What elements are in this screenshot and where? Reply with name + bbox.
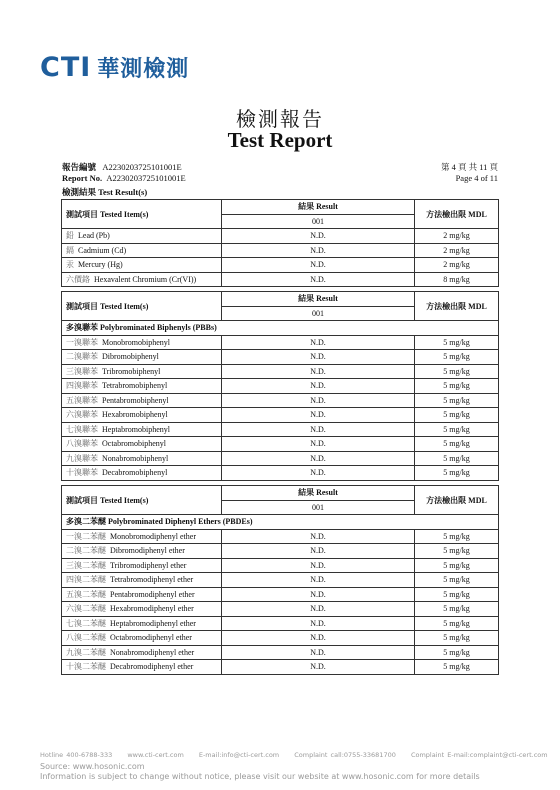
item-name-en: Pentabromodiphenyl ether <box>110 589 195 599</box>
mdl-cell: 8 mg/kg <box>415 272 499 287</box>
item-cell <box>62 558 222 573</box>
results-label: 檢測結果 Test Result(s) <box>62 187 148 197</box>
result-cell: N.D. <box>222 660 415 675</box>
item-name-en: Pentabromobiphenyl <box>102 395 169 405</box>
result-cell: N.D. <box>222 645 415 660</box>
item-cell <box>62 645 222 660</box>
result-cell: N.D. <box>222 466 415 481</box>
mdl-cell: 5 mg/kg <box>415 393 499 408</box>
header-mdl: 方法檢出限 MDL <box>415 200 499 229</box>
header-result-no: 001 <box>222 214 415 229</box>
item-name-en: Tribromodiphenyl ether <box>110 560 187 570</box>
item-name-en: Decabromobiphenyl <box>102 468 168 478</box>
result-cell: N.D. <box>222 422 415 437</box>
header-result: 結果 Result <box>222 292 415 307</box>
item-cell <box>62 451 222 466</box>
header-result: 結果 Result <box>222 200 415 215</box>
header-mdl: 方法檢出限 MDL <box>415 486 499 515</box>
item-name-en: Heptabromobiphenyl <box>102 424 170 434</box>
item-cell <box>62 602 222 617</box>
item-name-en: Octabromobiphenyl <box>102 439 166 449</box>
mdl-cell: 5 mg/kg <box>415 379 499 394</box>
result-cell: N.D. <box>222 587 415 602</box>
table-row <box>62 437 499 452</box>
item-name-cn: 汞 <box>66 260 74 270</box>
result-cell: N.D. <box>222 229 415 244</box>
item-cell <box>62 660 222 675</box>
result-cell: N.D. <box>222 272 415 287</box>
item-name-en: Dibromobiphenyl <box>102 352 159 362</box>
mdl-cell: 5 mg/kg <box>415 602 499 617</box>
item-cell <box>62 573 222 588</box>
mdl-cell: 5 mg/kg <box>415 335 499 350</box>
table-row <box>62 258 499 273</box>
item-cell <box>62 364 222 379</box>
item-name-cn: 三溴聯苯 <box>66 366 98 376</box>
mdl-cell: 5 mg/kg <box>415 466 499 481</box>
item-name-cn: 七溴聯苯 <box>66 424 98 434</box>
item-cell <box>62 393 222 408</box>
header-item: 測試項目 Tested Item(s) <box>62 292 222 321</box>
pbde-group-label: 多溴二苯醚 Polybrominated Diphenyl Ethers (PBDEs) <box>62 515 499 530</box>
item-name-en: Monobromobiphenyl <box>102 337 170 347</box>
item-cell <box>62 272 222 287</box>
item-cell <box>62 544 222 559</box>
table-row <box>62 393 499 408</box>
cti-logo <box>40 52 189 83</box>
header-item: 測試項目 Tested Item(s) <box>62 200 222 229</box>
table-row <box>62 645 499 660</box>
item-name-cn: 八溴二苯醚 <box>66 633 106 643</box>
result-cell: N.D. <box>222 602 415 617</box>
result-cell: N.D. <box>222 573 415 588</box>
table-row <box>62 350 499 365</box>
table-row <box>62 660 499 675</box>
mdl-cell: 5 mg/kg <box>415 587 499 602</box>
item-name-cn: 十溴聯苯 <box>66 468 98 478</box>
result-cell: N.D. <box>222 258 415 273</box>
mdl-cell: 5 mg/kg <box>415 364 499 379</box>
table-row <box>62 616 499 631</box>
item-name-en: Dibromodiphenyl ether <box>110 546 185 556</box>
table-row <box>62 243 499 258</box>
page-number-cn: 第 4 頁 共 11 頁 <box>440 162 498 172</box>
table-row <box>62 602 499 617</box>
item-name-en: Monobromodiphenyl ether <box>110 531 196 541</box>
item-name-en: Hexabromobiphenyl <box>102 410 168 420</box>
item-cell <box>62 350 222 365</box>
metals-rows <box>62 229 499 287</box>
table-row <box>62 529 499 544</box>
table-row <box>62 272 499 287</box>
item-name-en: Tetrabromobiphenyl <box>102 381 168 391</box>
table-row <box>62 379 499 394</box>
item-name-cn: 鉛 <box>66 231 74 241</box>
footer-contacts <box>40 751 560 759</box>
mdl-cell: 5 mg/kg <box>415 544 499 559</box>
table-row <box>62 558 499 573</box>
item-name-cn: 五溴聯苯 <box>66 395 98 405</box>
item-name-en: Tribromobiphenyl <box>102 366 161 376</box>
mdl-cell: 2 mg/kg <box>415 229 499 244</box>
item-cell <box>62 587 222 602</box>
page-number-en: Page 4 of 11 <box>455 173 498 183</box>
result-cell: N.D. <box>222 558 415 573</box>
mdl-cell: 5 mg/kg <box>415 350 499 365</box>
item-name-en: Nonabromobiphenyl <box>102 453 169 463</box>
mdl-cell: 5 mg/kg <box>415 408 499 423</box>
item-name-en: Hexabromodiphenyl ether <box>110 604 194 614</box>
table-row <box>62 451 499 466</box>
item-cell <box>62 258 222 273</box>
logo-brand: CTI <box>40 52 92 83</box>
header-mdl: 方法檢出限 MDL <box>415 292 499 321</box>
table-row <box>62 364 499 379</box>
result-cell: N.D. <box>222 616 415 631</box>
mdl-cell: 2 mg/kg <box>415 258 499 273</box>
mdl-cell: 5 mg/kg <box>415 529 499 544</box>
pbde-table <box>61 485 499 675</box>
mdl-cell: 5 mg/kg <box>415 451 499 466</box>
table-row <box>62 573 499 588</box>
table-row <box>62 422 499 437</box>
item-cell <box>62 529 222 544</box>
item-name-en: Nonabromodiphenyl ether <box>110 647 195 657</box>
mdl-cell: 5 mg/kg <box>415 573 499 588</box>
table-row <box>62 587 499 602</box>
item-name-cn: 二溴二苯醚 <box>66 546 106 556</box>
item-name-en: Tetrabromodiphenyl ether <box>110 575 194 585</box>
item-cell <box>62 631 222 646</box>
footer-source: Source: www.hosonic.com <box>40 762 145 771</box>
item-name-cn: 一溴二苯醚 <box>66 531 106 541</box>
item-cell <box>62 466 222 481</box>
report-title-cn: 檢測報告 <box>236 107 324 131</box>
item-cell <box>62 408 222 423</box>
item-name-cn: 鎘 <box>66 245 74 255</box>
item-name-en: Decabromodiphenyl ether <box>110 662 194 672</box>
item-cell <box>62 229 222 244</box>
table-row <box>62 544 499 559</box>
item-name-cn: 六溴聯苯 <box>66 410 98 420</box>
item-cell <box>62 335 222 350</box>
result-cell: N.D. <box>222 243 415 258</box>
table-row <box>62 466 499 481</box>
item-name-en: Hexavalent Chromium (Cr(VI)) <box>94 274 197 284</box>
report-no-value-en: A2230203725101001E <box>106 173 186 183</box>
mdl-cell: 2 mg/kg <box>415 243 499 258</box>
result-cell: N.D. <box>222 408 415 423</box>
logo-chinese: 華測檢測 <box>97 57 190 82</box>
item-name-cn: 四溴二苯醚 <box>66 575 106 585</box>
item-name-cn: 十溴二苯醚 <box>66 662 106 672</box>
item-name-cn: 二溴聯苯 <box>66 352 98 362</box>
item-name-cn: 六溴二苯醚 <box>66 604 106 614</box>
header-item: 測試項目 Tested Item(s) <box>62 486 222 515</box>
item-cell <box>62 243 222 258</box>
item-cell <box>62 616 222 631</box>
item-name-cn: 五溴二苯醚 <box>66 589 106 599</box>
item-name-cn: 一溴聯苯 <box>66 337 98 347</box>
result-cell: N.D. <box>222 451 415 466</box>
header-result-no: 001 <box>222 500 415 515</box>
mdl-cell: 5 mg/kg <box>415 631 499 646</box>
item-name-en: Octabromodiphenyl ether <box>110 633 192 643</box>
pbb-table <box>61 291 499 481</box>
item-name-cn: 四溴聯苯 <box>66 381 98 391</box>
result-cell: N.D. <box>222 544 415 559</box>
footer-complaint-call: Complaint call:0755-33681700 <box>294 751 396 759</box>
item-name-cn: 三溴二苯醚 <box>66 560 106 570</box>
mdl-cell: 5 mg/kg <box>415 437 499 452</box>
item-name-cn: 八溴聯苯 <box>66 439 98 449</box>
pbb-group-label: 多溴聯苯 Polybrominated Biphenyls (PBBs) <box>62 321 499 336</box>
table-row <box>62 335 499 350</box>
item-cell <box>62 422 222 437</box>
report-no-value-cn: A2230203725101001E <box>102 162 182 172</box>
footer-web[interactable]: www.cti-cert.com <box>127 751 184 759</box>
header-result: 結果 Result <box>222 486 415 501</box>
footer-complaint-email[interactable]: Complaint E-mail:complaint@cti-cert.com <box>410 751 548 759</box>
mdl-cell: 5 mg/kg <box>415 616 499 631</box>
result-cell: N.D. <box>222 393 415 408</box>
mdl-cell: 5 mg/kg <box>415 645 499 660</box>
report-number-block <box>62 162 186 184</box>
footer-hotline: Hotline 400-6788-333 <box>40 751 113 759</box>
result-cell: N.D. <box>222 350 415 365</box>
result-cell: N.D. <box>222 364 415 379</box>
result-cell: N.D. <box>222 379 415 394</box>
item-name-cn: 九溴二苯醚 <box>66 647 106 657</box>
report-title-en: Test Report <box>227 128 333 152</box>
item-name-cn: 七溴二苯醚 <box>66 618 106 628</box>
mdl-cell: 5 mg/kg <box>415 422 499 437</box>
table-row <box>62 408 499 423</box>
table-row <box>62 631 499 646</box>
metals-table <box>61 199 499 287</box>
mdl-cell: 5 mg/kg <box>415 558 499 573</box>
page-number-block <box>441 162 498 184</box>
result-cell: N.D. <box>222 631 415 646</box>
item-name-cn: 六價鉻 <box>66 274 90 284</box>
table-row <box>62 229 499 244</box>
item-name-en: Lead (Pb) <box>78 231 110 241</box>
pbde-rows <box>62 529 499 674</box>
pbb-rows <box>62 335 499 480</box>
report-no-label-cn: 報告編號 <box>62 162 97 172</box>
item-name-en: Mercury (Hg) <box>78 260 123 270</box>
item-name-en: Heptabromodiphenyl ether <box>110 618 196 628</box>
mdl-cell: 5 mg/kg <box>415 660 499 675</box>
result-cell: N.D. <box>222 335 415 350</box>
item-name-cn: 九溴聯苯 <box>66 453 98 463</box>
header-result-no: 001 <box>222 306 415 321</box>
item-cell <box>62 379 222 394</box>
item-name-en: Cadmium (Cd) <box>78 245 127 255</box>
item-cell <box>62 437 222 452</box>
footer-disclaimer: Information is subject to change without notice, please visit our website at www.hosonic.com for more details <box>40 772 480 781</box>
footer-email[interactable]: E-mail:info@cti-cert.com <box>198 751 280 759</box>
result-cell: N.D. <box>222 437 415 452</box>
report-no-label-en: Report No. <box>62 173 103 183</box>
result-cell: N.D. <box>222 529 415 544</box>
